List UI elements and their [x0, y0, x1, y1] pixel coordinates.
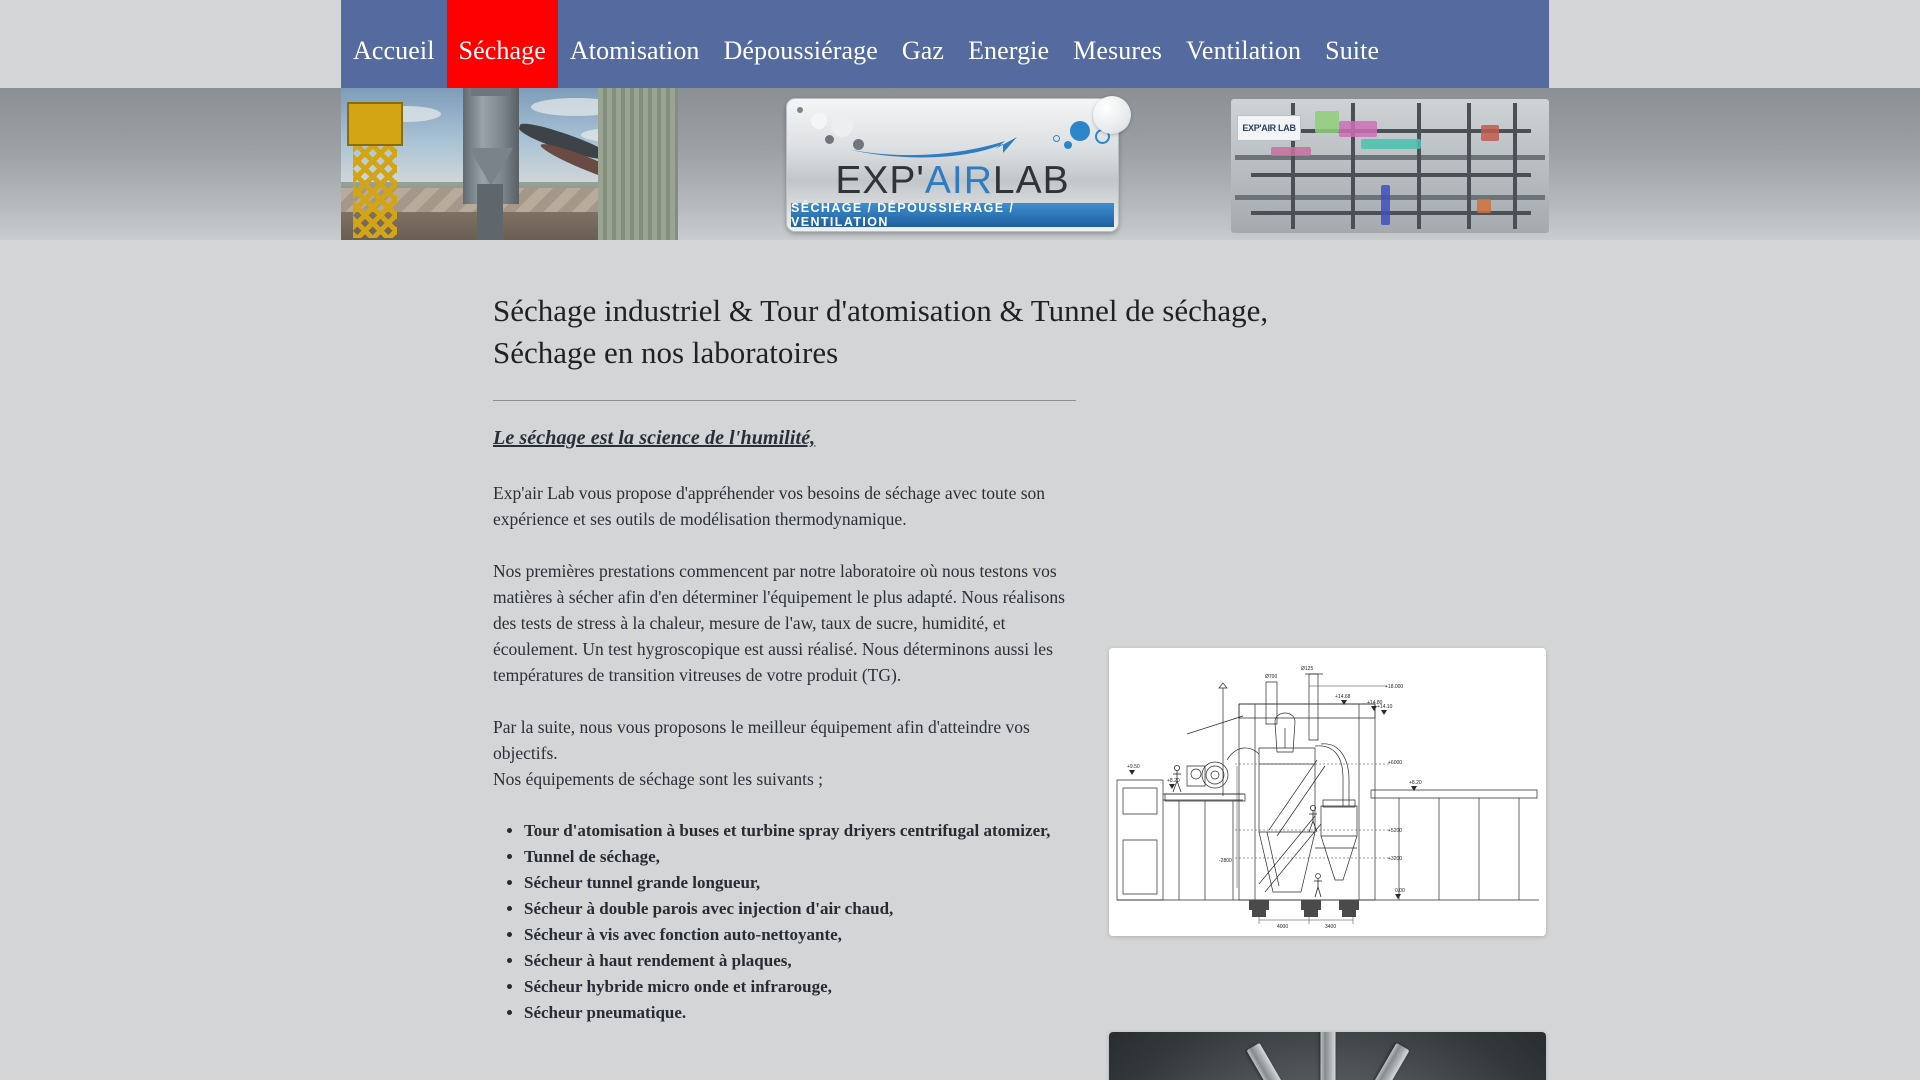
cad-drawing-image[interactable] [1109, 648, 1546, 936]
banner-image-right [1231, 99, 1549, 233]
nav-item-ventilation[interactable]: Ventilation [1185, 36, 1302, 65]
article-column [493, 400, 1076, 1026]
page-title-line1: Séchage industriel & Tour d'atomisation & Tunnel de séchage, [493, 293, 1269, 328]
svg-text:4000: 4000 [1277, 924, 1289, 930]
svg-text:+9.50: +9.50 [1127, 764, 1140, 770]
equipment-list [493, 818, 1076, 1026]
nav-item-accueil[interactable]: Accueil [353, 36, 435, 65]
turbine-photo-image[interactable] [1109, 1032, 1546, 1080]
logo-text-lab: LAB [992, 159, 1070, 202]
nav-item-suite[interactable]: Suite [1325, 36, 1380, 65]
nav-item-atomisation[interactable]: Atomisation [569, 36, 700, 65]
cad-drawing-svg [1109, 648, 1546, 936]
svg-text:+5200: +5200 [1388, 828, 1403, 834]
logo-tagline: SÉCHAGE / DÉPOUSSIÉRAGE / VENTILATION [791, 203, 1114, 227]
logo-bubble-small [811, 113, 827, 129]
banner-image-left [341, 88, 678, 240]
svg-text:Ø125: Ø125 [1301, 666, 1314, 672]
logo-knob-icon [1093, 96, 1131, 134]
paragraph-objectifs: Par la suite, nous vous proposons le meilleur équipement afin d'atteindre vos objectifs. [493, 717, 1030, 763]
logo-text-air: AIR [924, 159, 993, 202]
equipment-list-item: • Sécheur à haut rendement à plaques, [524, 948, 1076, 974]
equipment-list-item: • Sécheur à double parois avec injection d'air chaud, [524, 896, 1076, 922]
nav-item-energie[interactable]: Energie [968, 36, 1050, 65]
svg-text:+14.80: +14.80 [1367, 700, 1383, 706]
logo-bubble-ring-small [1053, 135, 1060, 142]
section-subheading: Le séchage est la science de l'humilité, [493, 427, 816, 449]
svg-text:+14.10: +14.10 [1377, 704, 1393, 710]
turbine-illustration [1109, 1032, 1546, 1080]
svg-text:0.00: 0.00 [1395, 888, 1405, 894]
svg-text:+8.20: +8.20 [1409, 780, 1422, 786]
logo-bubble-dot [797, 107, 803, 113]
svg-text:3400: 3400 [1325, 924, 1337, 930]
logo-bubble-dark1 [825, 135, 834, 144]
nav-item-gaz[interactable]: Gaz [901, 36, 945, 65]
svg-text:+18.000: +18.000 [1385, 684, 1404, 690]
svg-text:+3200: +3200 [1388, 856, 1403, 862]
equipment-list-item: • Sécheur pneumatique. [524, 1000, 1076, 1026]
logo-bubble-blue [1070, 121, 1090, 141]
logo-wordmark [787, 157, 1118, 205]
nav-item-s-chage[interactable]: Séchage [447, 0, 558, 88]
logo-bubble-medium [831, 115, 853, 137]
main-navigation [341, 0, 1549, 88]
banner-watermark: EXP'AIR LAB [1237, 115, 1301, 141]
nav-item-d-poussi-rage[interactable]: Dépoussiérage [723, 36, 878, 65]
svg-text:+6000: +6000 [1388, 760, 1403, 766]
paragraph-lab: Nos premières prestations commencent par notre laboratoire où nous testons vos matières à sécher afin d'en déterminer l'équipement le plus adapté. Nous réalisons des tests de stress à la chaleur, mesure de l'aw, taux de sucre, humidité, et écoulement. Un test hygroscopique est aussi réalisé. Nous déterminons aussi les températures de transition vitreuses de votre produit (TG). [493, 561, 1065, 685]
equipment-list-item: • Sécheur tunnel grande longueur, [524, 870, 1076, 896]
site-logo[interactable] [786, 98, 1119, 232]
logo-bubble-blue-small [1064, 141, 1072, 149]
paragraph-intro: Exp'air Lab vous propose d'appréhender vos besoins de séchage avec toute son expérience et ses outils de modélisation thermodynamique. [493, 483, 1046, 529]
page-title [493, 290, 1393, 374]
paragraph-list-lead: Nos équipements de séchage sont les suivants ; [493, 769, 824, 789]
equipment-list-item: • Sécheur hybride micro onde et infrarouge, [524, 974, 1076, 1000]
svg-text:Ø700: Ø700 [1265, 674, 1278, 680]
svg-text:-2800: -2800 [1219, 858, 1232, 864]
equipment-list-item: • Tour d'atomisation à buses et turbine spray driyers centrifugal atomizer, [524, 818, 1076, 844]
nav-item-mesures[interactable]: Mesures [1073, 36, 1162, 65]
logo-text-exp: EXP' [835, 159, 925, 202]
svg-text:+14.68: +14.68 [1335, 694, 1351, 700]
equipment-list-item: • Sécheur à vis avec fonction auto-nettoyante, [524, 922, 1076, 948]
section-divider [493, 400, 1076, 401]
svg-text:+8.20: +8.20 [1167, 778, 1180, 784]
equipment-list-item: • Tunnel de séchage, [524, 844, 1076, 870]
page-title-line2: Séchage en nos laboratoires [493, 335, 839, 370]
